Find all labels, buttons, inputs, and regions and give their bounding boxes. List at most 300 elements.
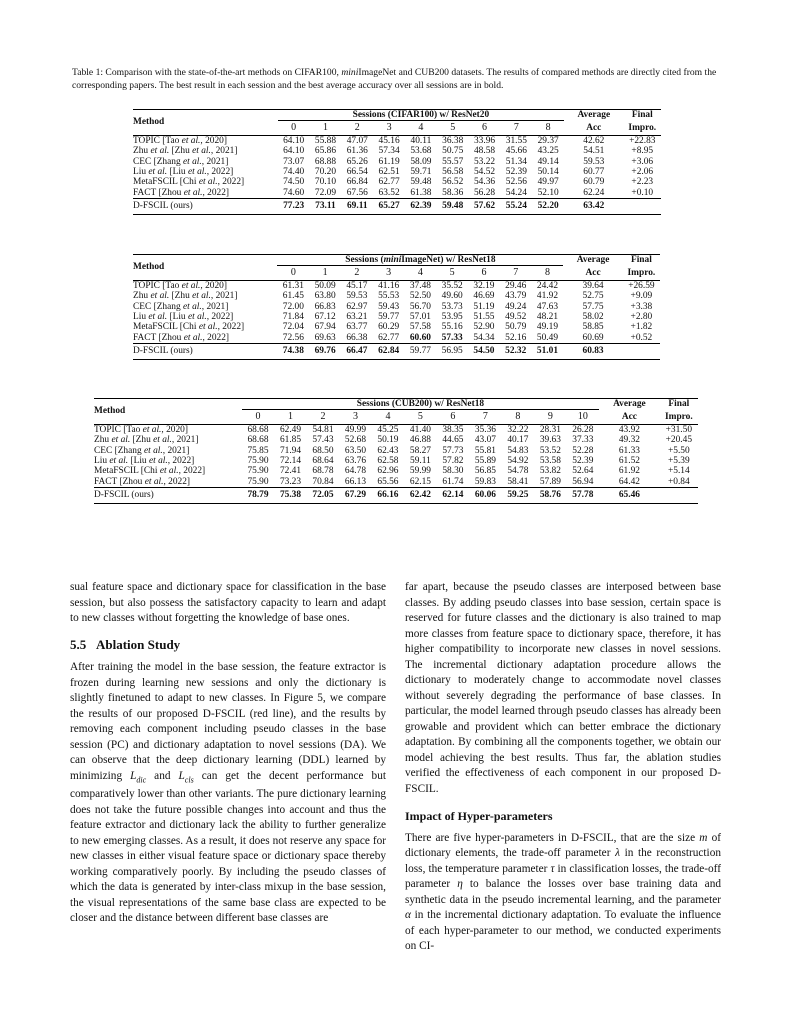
session-value: 61.45 <box>282 291 304 302</box>
session-value: 52.90 <box>473 322 495 333</box>
session-value: 72.00 <box>282 301 304 312</box>
session-value: 41.16 <box>373 280 405 291</box>
session-index: 1 <box>322 122 328 134</box>
final-impro: +0.84 <box>667 476 690 487</box>
method-name: D-FSCIL (ours) <box>133 199 278 214</box>
session-value: 64.10 <box>283 146 305 157</box>
session-value: 71.94 <box>279 445 302 456</box>
table-row <box>133 167 661 177</box>
session-value: 66.38 <box>346 332 368 343</box>
session-index: 1 <box>287 411 293 423</box>
session-value: 38.35 <box>437 424 469 435</box>
session-value: 68.68 <box>247 435 269 446</box>
method-name: Liu et al. [Liu et al., 2022] <box>133 312 234 323</box>
final-impro <box>615 344 660 359</box>
paragraph: There are five hyper-parameters in D-FSCIL, that are the size m of dictionary elements, the trade-off parameter λ in the reconstruction loss, the temperature parameter τ in classification losses, the trade-off parameter η to balance the losses over base training data and synthetic data in the pseudo incremental learning, and the parameter α in the incremental dictionary adaptation. To evaluate the influence of each hyper-parameter to our method, we conducted experiments on CI- <box>405 831 721 952</box>
method-name: MetaFSCIL [Chi et al., 2022] <box>133 177 245 188</box>
average-acc: 63.42 <box>564 199 616 214</box>
session-value: 63.50 <box>344 445 366 456</box>
session-value: 60.60 <box>409 332 431 343</box>
average-acc: 61.33 <box>618 445 640 456</box>
session-index: 4 <box>417 267 423 279</box>
method-name: D-FSCIL (ours) <box>133 344 277 359</box>
session-value: 61.31 <box>277 280 309 291</box>
average-acc: 58.85 <box>582 322 604 333</box>
table-row-ours <box>133 199 661 214</box>
final-impro: +5.39 <box>667 456 690 467</box>
average-acc: 43.92 <box>599 424 652 435</box>
session-value: 72.41 <box>279 466 302 477</box>
session-value: 58.30 <box>442 466 464 477</box>
method-name: Zhu et al. [Zhu et al., 2021] <box>133 146 238 157</box>
session-value: 41.92 <box>536 291 559 302</box>
session-value: 39.63 <box>539 435 561 446</box>
session-value: 29.37 <box>532 135 564 146</box>
table-row-ours <box>133 344 660 359</box>
session-value: 40.11 <box>405 135 437 146</box>
session-value: 26.28 <box>567 424 599 435</box>
final-impro <box>616 199 661 214</box>
session-index: 10 <box>577 411 588 423</box>
session-value: 37.48 <box>405 280 437 291</box>
results-table-miniimagenet <box>133 254 660 360</box>
session-value: 54.34 <box>473 332 495 343</box>
session-value: 49.97 <box>537 177 559 188</box>
table-row <box>94 477 698 488</box>
session-value: 62.96 <box>377 466 399 477</box>
session-value: 54.78 <box>507 466 529 477</box>
session-value: 55.53 <box>378 291 400 302</box>
session-value: 75.38 <box>274 488 306 503</box>
math-eta: η <box>457 878 463 890</box>
average-acc: 39.64 <box>563 280 614 291</box>
session-value: 52.28 <box>572 445 594 456</box>
table-row <box>94 456 698 466</box>
session-index: 7 <box>513 267 519 279</box>
session-value: 67.29 <box>339 488 371 503</box>
session-value: 62.15 <box>409 476 431 487</box>
session-value: 63.77 <box>346 322 368 333</box>
session-value: 66.83 <box>314 301 336 312</box>
average-acc: 42.62 <box>564 135 616 146</box>
session-value: 66.84 <box>346 177 368 188</box>
math-lcls: $L_{cls}$ <box>178 769 194 784</box>
session-value: 59.48 <box>410 177 432 188</box>
session-value: 52.16 <box>505 332 527 343</box>
session-value: 73.23 <box>279 476 302 487</box>
final-impro: +5.14 <box>667 466 690 477</box>
method-name: TOPIC [Tao et al., 2020] <box>133 280 277 291</box>
session-value: 55.81 <box>474 445 496 456</box>
average-header: Average <box>599 399 652 410</box>
session-value: 49.52 <box>505 312 527 323</box>
math-m: m <box>699 831 708 844</box>
session-index: 9 <box>547 411 553 423</box>
session-value: 74.38 <box>277 344 309 359</box>
session-value: 57.34 <box>378 146 400 157</box>
average-header: Average <box>564 110 616 121</box>
session-value: 55.88 <box>310 135 342 146</box>
math-tau: τ <box>550 862 555 875</box>
table-row <box>94 466 698 476</box>
method-name: Zhu et al. [Zhu et al., 2021] <box>133 291 238 302</box>
session-index: 6 <box>481 267 487 279</box>
session-value: 58.36 <box>442 187 464 198</box>
session-value: 28.31 <box>534 424 566 435</box>
method-name: CEC [Zhang et al., 2021] <box>133 301 229 312</box>
session-value: 72.56 <box>282 332 304 343</box>
session-value: 55.57 <box>442 156 464 167</box>
math-alpha: α <box>405 909 411 921</box>
session-value: 70.20 <box>314 167 336 178</box>
session-index: 3 <box>386 122 392 134</box>
session-value: 49.99 <box>339 424 371 435</box>
session-value: 75.90 <box>247 456 269 467</box>
session-value: 71.84 <box>282 312 304 323</box>
session-value: 51.01 <box>532 344 564 359</box>
session-value: 47.07 <box>341 135 373 146</box>
average-acc: 57.75 <box>582 301 604 312</box>
session-value: 52.64 <box>572 466 594 477</box>
session-value: 78.79 <box>242 488 274 503</box>
final-header: Final <box>615 255 660 266</box>
table-row <box>133 157 661 167</box>
session-value: 62.58 <box>377 456 399 467</box>
session-index: 1 <box>322 267 328 279</box>
section-title: Ablation Study <box>96 636 181 652</box>
session-value: 57.73 <box>442 445 464 456</box>
session-value: 53.73 <box>441 301 463 312</box>
session-value: 65.27 <box>373 199 405 214</box>
session-value: 56.85 <box>474 466 496 477</box>
session-value: 58.41 <box>507 476 529 487</box>
average-acc: 59.53 <box>583 156 605 167</box>
table-row <box>133 280 660 291</box>
session-value: 56.28 <box>473 187 496 198</box>
session-value: 68.78 <box>312 466 334 477</box>
session-value: 62.43 <box>377 445 399 456</box>
caption-text: Table 1: Comparison with the state-of-the-art methods on CIFAR100, <box>72 67 342 78</box>
session-value: 60.06 <box>469 488 501 503</box>
average-acc: 52.75 <box>582 291 604 302</box>
session-value: 74.50 <box>283 177 305 188</box>
average-header: Average <box>563 255 614 266</box>
session-value: 53.22 <box>473 156 496 167</box>
session-value: 69.76 <box>309 344 341 359</box>
session-value: 59.77 <box>378 312 400 323</box>
session-value: 36.38 <box>437 135 469 146</box>
session-index: 0 <box>291 122 297 134</box>
caption-text-2: ImageNet and CUB200 datasets. The results of compared methods are directly cited from the corresponding papers. The best result in each session and the best average accuracy over all sessions are in bold. <box>72 67 717 91</box>
session-value: 50.09 <box>309 280 341 291</box>
session-index: 2 <box>354 267 360 279</box>
session-value: 75.90 <box>247 466 269 477</box>
session-index: 2 <box>354 122 360 134</box>
math-ldic: $L_{dic}$ <box>130 769 147 784</box>
session-value: 70.10 <box>314 177 336 188</box>
session-index: 2 <box>320 411 326 423</box>
session-index: 8 <box>515 411 521 423</box>
table-caption <box>72 66 722 92</box>
session-value: 54.50 <box>468 344 500 359</box>
session-value: 66.13 <box>344 476 366 487</box>
session-value: 75.85 <box>247 445 269 456</box>
session-value: 49.24 <box>505 301 527 312</box>
left-column <box>70 580 386 927</box>
session-value: 65.26 <box>346 156 368 167</box>
session-value: 52.32 <box>500 344 532 359</box>
session-value: 54.52 <box>473 167 496 178</box>
session-value: 45.25 <box>372 424 404 435</box>
session-value: 67.94 <box>314 322 336 333</box>
average-acc: 58.02 <box>582 312 604 323</box>
session-value: 45.17 <box>341 280 373 291</box>
method-header: Method <box>94 399 242 425</box>
final-impro: +3.06 <box>631 156 654 167</box>
session-value: 43.25 <box>537 146 559 157</box>
session-value: 43.79 <box>505 291 527 302</box>
final-header: Final <box>616 110 661 121</box>
final-impro: +31.50 <box>652 424 698 435</box>
session-value: 43.07 <box>474 435 496 446</box>
session-value: 57.43 <box>312 435 334 446</box>
session-value: 62.77 <box>378 177 400 188</box>
session-value: 59.77 <box>405 344 437 359</box>
session-value: 59.53 <box>346 291 368 302</box>
session-value: 70.84 <box>312 476 334 487</box>
session-value: 52.39 <box>572 456 594 467</box>
right-column <box>405 580 721 955</box>
session-value: 74.60 <box>283 187 305 198</box>
session-value: 74.40 <box>283 167 305 178</box>
session-value: 52.56 <box>505 177 527 188</box>
table-row <box>133 188 661 199</box>
session-value: 64.78 <box>344 466 366 477</box>
final-impro: +1.82 <box>630 322 653 333</box>
session-value: 54.81 <box>307 424 339 435</box>
final-impro: +9.09 <box>630 291 653 302</box>
final-impro: +26.59 <box>615 280 660 291</box>
paragraph: sual feature space and dictionary space for classification in the base session, but also possess the satisfactory capacity to learn and adapt to new classes without forgetting the knowledge of base ones. <box>70 581 386 624</box>
method-name: D-FSCIL (ours) <box>94 488 242 503</box>
session-value: 58.09 <box>410 156 432 167</box>
session-value: 56.58 <box>442 167 464 178</box>
method-name: Liu et al. [Liu et al., 2022] <box>94 456 195 467</box>
session-index: 5 <box>450 122 456 134</box>
final-impro: +2.80 <box>630 312 653 323</box>
final-impro: +2.23 <box>631 177 654 188</box>
section-heading <box>70 637 386 653</box>
session-value: 68.50 <box>312 445 334 456</box>
session-index: 5 <box>449 267 455 279</box>
session-value: 66.16 <box>372 488 404 503</box>
session-value: 48.21 <box>536 312 559 323</box>
method-name: FACT [Zhou et al., 2022] <box>94 476 191 487</box>
final-impro: +0.10 <box>631 187 654 198</box>
method-name: FACT [Zhou et al., 2022] <box>133 332 230 343</box>
session-value: 62.39 <box>405 199 437 214</box>
session-value: 46.88 <box>409 435 431 446</box>
session-value: 62.49 <box>274 424 306 435</box>
session-value: 65.86 <box>314 146 336 157</box>
session-value: 73.07 <box>283 156 305 167</box>
table-row <box>133 146 661 156</box>
session-value: 63.80 <box>314 291 336 302</box>
session-value: 62.97 <box>346 301 368 312</box>
paragraph: After training the model in the base session, the feature extractor is frozen during learning new sessions and only the dictionary is slightly finetuned to adapt to new classes. In Figure 5, we compare the results of our proposed D-FSCIL (red line), and the results by removing each component including pseudo classes in the base session (PC) and dictionary adaptation to novel sessions (DA). We can observe that the deep dictionary learning (DDL) learned by minimizing $L_{dic}$ and $L_{cls}$ can get the decent performance but comparatively lower than other variants. The pure dictionary learning does not take the future possible changes into account and thus the feature extractor and dictionary lack the ability to further generalize to new emerging classes. As a result, it does not reserve any space for new classes in either visual feature space or dictionary space thereby working comparatively poorly. By including the pseudo classes of which the data is generated by inter-class mixup in the base session, the visual representations of the same base class are expected to be closer and the distance between different base classes are <box>70 661 386 925</box>
session-value: 57.01 <box>409 312 431 323</box>
session-value: 53.82 <box>539 466 561 477</box>
session-value: 75.90 <box>247 476 269 487</box>
table-row <box>133 312 660 322</box>
session-value: 50.19 <box>377 435 399 446</box>
math-lambda: λ <box>615 847 620 859</box>
impro-header: Impro. <box>664 411 693 422</box>
final-impro: +0.52 <box>630 332 653 343</box>
table-row <box>133 135 661 146</box>
session-value: 40.17 <box>507 435 529 446</box>
session-value: 59.83 <box>474 476 496 487</box>
final-impro: +8.95 <box>631 146 654 157</box>
session-value: 50.14 <box>537 167 559 178</box>
method-name: CEC [Zhang et al., 2021] <box>133 156 229 167</box>
final-impro: +22.83 <box>616 135 661 146</box>
session-value: 56.70 <box>409 301 431 312</box>
average-acc: 64.42 <box>618 476 640 487</box>
session-value: 49.60 <box>441 291 463 302</box>
session-value: 59.11 <box>410 456 431 467</box>
session-value: 48.58 <box>473 146 496 157</box>
table-row <box>133 322 660 332</box>
session-value: 57.58 <box>409 322 431 333</box>
session-index: 3 <box>386 267 392 279</box>
session-value: 53.68 <box>410 146 432 157</box>
average-acc: 61.92 <box>618 466 640 477</box>
session-value: 53.52 <box>539 445 561 456</box>
session-value: 63.76 <box>344 456 366 467</box>
session-index: 3 <box>352 411 358 423</box>
table-row <box>94 424 698 435</box>
impro-header: Impro. <box>627 267 656 278</box>
session-index: 5 <box>417 411 423 423</box>
sessions-header: Sessions (CIFAR100) w/ ResNet20 <box>278 110 564 121</box>
session-value: 54.36 <box>473 177 496 188</box>
final-impro: +20.45 <box>665 435 693 446</box>
session-value: 52.20 <box>532 199 564 214</box>
session-value: 62.84 <box>373 344 405 359</box>
method-name: CEC [Zhang et al., 2021] <box>94 445 190 456</box>
session-value: 41.40 <box>404 424 436 435</box>
method-header: Method <box>133 255 277 281</box>
session-index: 8 <box>544 267 550 279</box>
session-value: 63.52 <box>378 187 400 198</box>
session-value: 51.19 <box>473 301 495 312</box>
session-index: 8 <box>545 122 551 134</box>
method-name: MetaFSCIL [Chi et al., 2022] <box>133 322 245 333</box>
session-value: 57.62 <box>469 199 501 214</box>
session-value: 67.56 <box>346 187 368 198</box>
average-acc: 62.24 <box>583 187 605 198</box>
session-value: 52.10 <box>537 187 559 198</box>
session-index: 7 <box>513 122 519 134</box>
method-name: MetaFSCIL [Chi et al., 2022] <box>94 466 206 477</box>
session-index: 6 <box>482 122 488 134</box>
final-impro <box>652 488 698 503</box>
session-value: 49.19 <box>536 322 559 333</box>
session-value: 60.29 <box>378 322 400 333</box>
session-value: 72.04 <box>282 322 304 333</box>
session-index: 6 <box>450 411 456 423</box>
session-index: 7 <box>482 411 488 423</box>
session-index: 4 <box>418 122 424 134</box>
average-acc: 60.79 <box>583 177 605 188</box>
section-number: 5.5 <box>70 636 87 652</box>
average-acc: 60.69 <box>582 332 604 343</box>
session-value: 46.69 <box>473 291 495 302</box>
session-value: 32.19 <box>468 280 500 291</box>
session-value: 57.78 <box>567 488 599 503</box>
table-row <box>133 177 661 187</box>
session-value: 56.94 <box>572 476 594 487</box>
acc-header: Acc <box>585 267 601 278</box>
session-value: 35.52 <box>436 280 468 291</box>
sessions-header: Sessions (miniImageNet) w/ ResNet18 <box>277 255 563 266</box>
session-value: 59.43 <box>378 301 400 312</box>
method-name: FACT [Zhou et al., 2022] <box>133 187 230 198</box>
session-value: 56.95 <box>436 344 468 359</box>
final-impro: +2.06 <box>631 167 654 178</box>
session-value: 31.55 <box>500 135 532 146</box>
paragraph-text: After training the model in the base session, the feature extractor is frozen during learning new sessions and only the dictionary is slightly finetuned to adapt to new classes. In Figure 5, we compare the results of our proposed D-FSCIL (red line), and the results by removing each component including pseudo classes in the base session (PC) and dictionary adaptation to novel sessions (DA). We can observe that the deep dictionary learning (DDL) learned by minimizing <box>70 661 386 782</box>
table-row-ours <box>94 488 698 503</box>
session-value: 62.51 <box>378 167 400 178</box>
session-value: 50.75 <box>442 146 464 157</box>
session-index: 0 <box>255 411 261 423</box>
session-value: 50.79 <box>505 322 527 333</box>
final-impro: +3.38 <box>630 301 653 312</box>
session-value: 72.09 <box>314 187 336 198</box>
session-value: 55.24 <box>500 199 532 214</box>
session-value: 33.96 <box>469 135 501 146</box>
average-acc: 65.46 <box>599 488 652 503</box>
session-value: 64.10 <box>278 135 310 146</box>
session-value: 61.74 <box>442 476 464 487</box>
session-value: 58.76 <box>534 488 566 503</box>
session-value: 56.52 <box>442 177 464 188</box>
table-row <box>133 291 660 301</box>
table-row <box>94 446 698 456</box>
session-value: 57.89 <box>539 476 561 487</box>
session-value: 52.39 <box>505 167 527 178</box>
method-name: Zhu et al. [Zhu et al., 2021] <box>94 435 199 446</box>
acc-header: Acc <box>621 411 637 422</box>
final-header: Final <box>652 399 698 410</box>
session-value: 67.12 <box>314 312 336 323</box>
session-value: 57.33 <box>441 332 463 343</box>
session-value: 45.16 <box>373 135 405 146</box>
session-value: 44.65 <box>442 435 464 446</box>
method-name: TOPIC [Tao et al., 2020] <box>133 135 278 146</box>
table-row <box>133 333 660 344</box>
session-value: 53.58 <box>539 456 561 467</box>
session-value: 35.36 <box>469 424 501 435</box>
session-index: 0 <box>290 267 296 279</box>
session-index: 4 <box>385 411 391 423</box>
table-row <box>94 435 698 445</box>
session-value: 73.11 <box>310 199 342 214</box>
acc-header: Acc <box>586 122 602 133</box>
results-table-cifar100 <box>133 109 661 215</box>
